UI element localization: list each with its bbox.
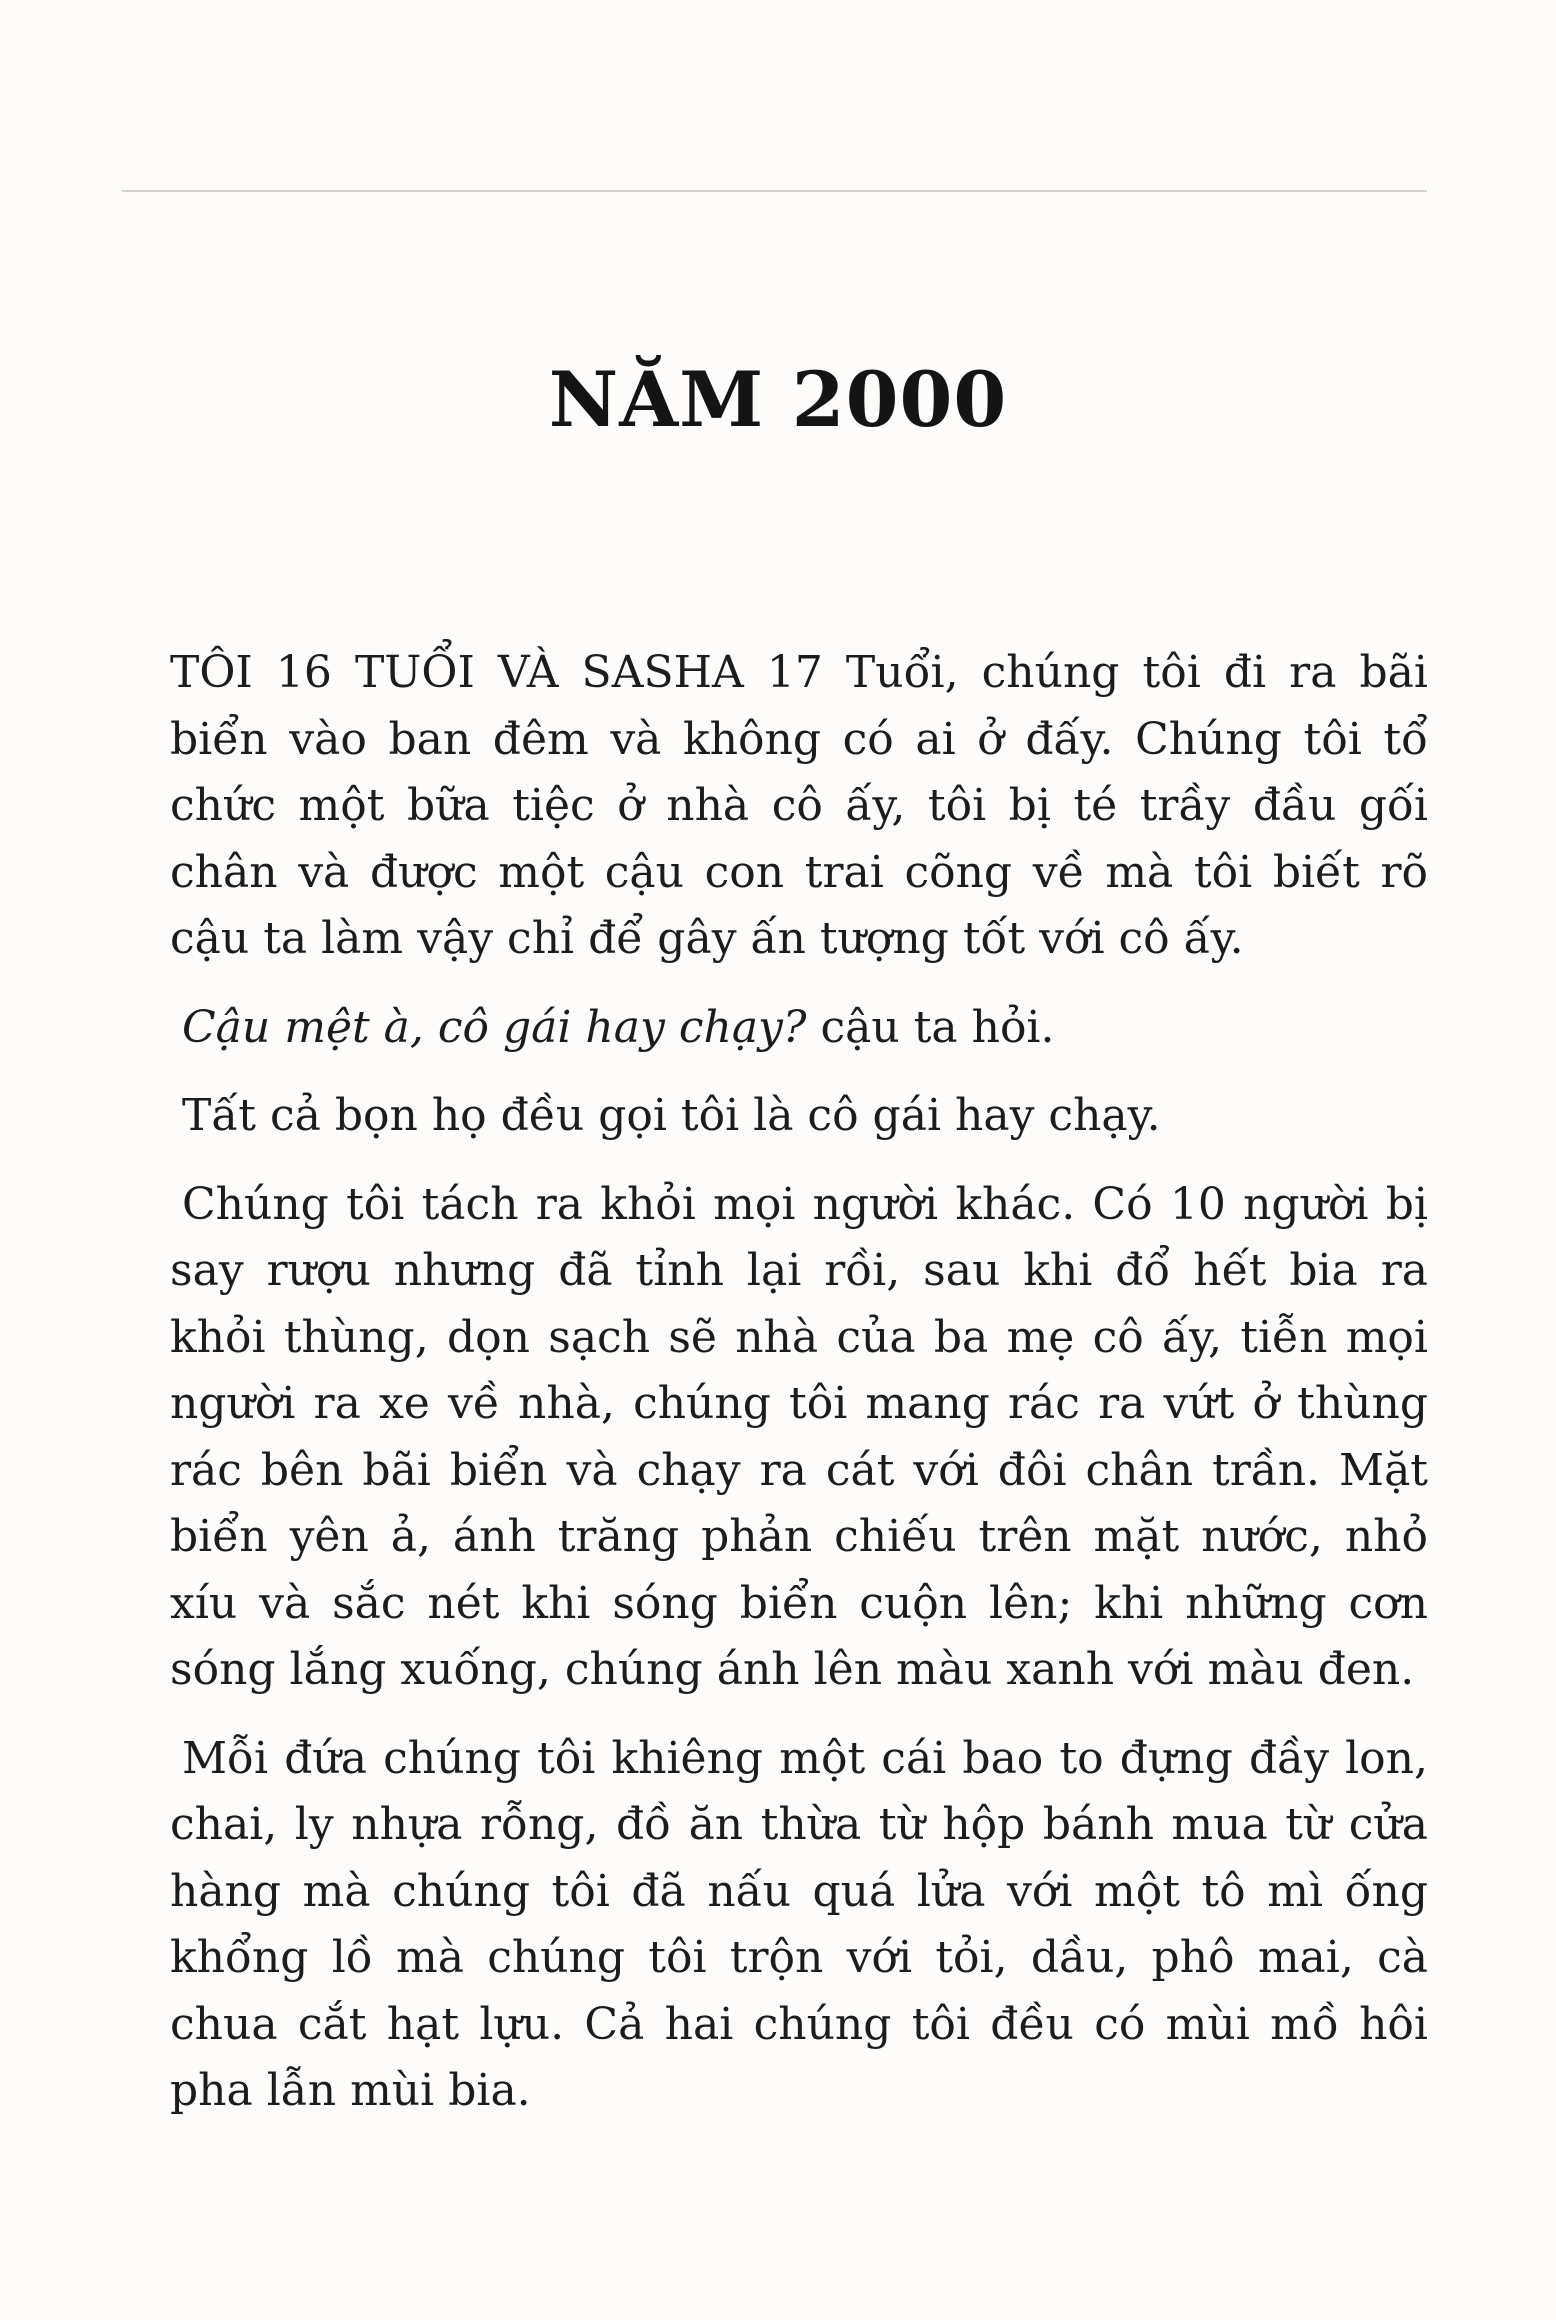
paragraph-beach: Chúng tôi tách ra khỏi mọi người khác. Có 10 người bị say rượu nhưng đã tỉnh lại rồi, sau khi đổ hết bia ra khỏi thùng, dọn sạch sẽ nhà của ba mẹ cô ấy, tiễn mọi người ra xe về nhà, chúng tôi mang rác ra vứt ở thùng rác bên bãi biển và chạy ra cát với đôi chân trần. Mặt biển yên ả, ánh trăng phản chiếu trên mặt nước, nhỏ xíu và sắc nét khi sóng biển cuộn lên; khi những cơn sóng lắng xuống, chúng ánh lên màu xanh với màu đen. <box>170 1178 1428 1695</box>
paragraph-nickname: Tất cả bọn họ đều gọi tôi là cô gái hay chạy. <box>182 1090 1161 1141</box>
header-rule <box>122 190 1427 192</box>
paragraph-opening: TÔI 16 TUỔI VÀ SASHA 17 Tuổi, chúng tôi đi ra bãi biển vào ban đêm và không có ai ở đấy. Chúng tôi tổ chức một bữa tiệc ở nhà cô ấy, tôi bị té trầy đầu gối chân và được một cậu con trai cõng về mà tôi biết rõ cậu ta làm vậy chỉ để gây ấn tượng tốt với cô ấy. <box>170 647 1428 964</box>
paragraph-dialogue <box>170 995 1428 1062</box>
dialogue-italic: Cậu mệt à, cô gái hay chạy? <box>182 1001 807 1053</box>
paragraph-bags: Mỗi đứa chúng tôi khiêng một cái bao to đựng đầy lon, chai, ly nhựa rỗng, đồ ăn thừa từ hộp bánh mua từ cửa hàng mà chúng tôi đã nấu quá lửa với một tô mì ống khổng lồ mà chúng tôi trộn với tỏi, dầu, phô mai, cà chua cắt hạt lựu. Cả hai chúng tôi đều có mùi mồ hôi pha lẫn mùi bia. <box>170 1732 1428 2116</box>
dialogue-tag: cậu ta hỏi. <box>806 1001 1055 1053</box>
chapter-title: NĂM 2000 <box>548 355 1008 444</box>
body-text <box>170 640 1428 2125</box>
